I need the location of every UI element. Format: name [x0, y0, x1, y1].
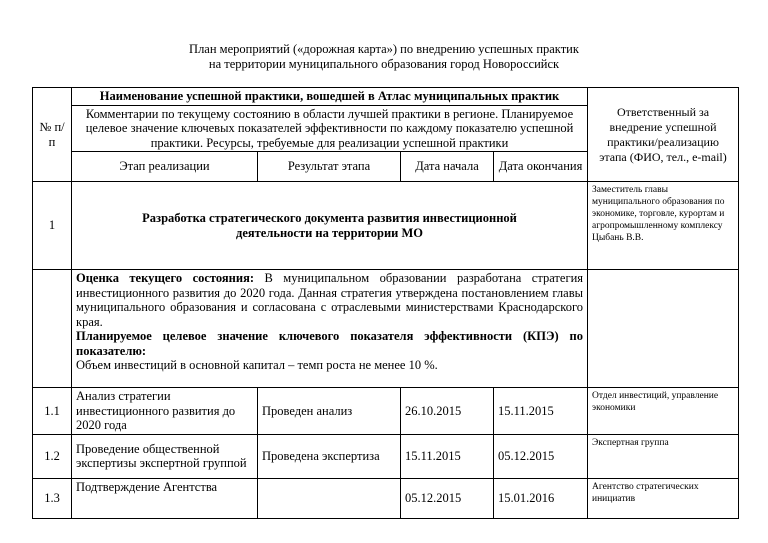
header-comments: Комментарии по текущему состоянию в области лучшей практики в регионе. Планируемое целевое значение ключевых показателей эффективности по каждому показателю успешной практики. Ресурсы, требуемые для реализации успешной практики — [72, 105, 588, 152]
table-row — [33, 434, 739, 478]
row-responsible: Отдел инвестиций, управление экономики — [588, 388, 739, 435]
row-result: Проведен анализ — [258, 388, 401, 435]
table-row — [33, 478, 739, 518]
assessment-text — [72, 270, 588, 388]
row-end-date: 15.01.2016 — [494, 478, 588, 518]
table-row — [33, 388, 739, 435]
row-num: 1.3 — [33, 478, 72, 518]
header-practice-name: Наименование успешной практики, вошедшей в Атлас муниципальных практик — [72, 88, 588, 106]
row-num: 1.1 — [33, 388, 72, 435]
assessment-responsible-empty — [588, 270, 739, 388]
assessment-kpi-text: Объем инвестиций в основной капитал – темп роста не менее 10 %. — [76, 358, 438, 372]
row-start-date: 05.12.2015 — [401, 478, 494, 518]
row-start-date: 26.10.2015 — [401, 388, 494, 435]
row-result — [258, 478, 401, 518]
header-responsible: Ответственный за внедрение успешной практики/реализацию этапа (ФИО, тел., e-mail) — [588, 88, 739, 182]
assessment-label-kpi: Планируемое целевое значение ключевого показателя эффективности (КПЭ) по показателю: — [76, 329, 584, 358]
row-stage: Проведение общественной экспертизы экспертной группой — [72, 434, 258, 478]
assessment-row — [33, 270, 739, 388]
row-stage: Подтверждение Агентства — [72, 478, 258, 518]
row-end-date: 15.11.2015 — [494, 388, 588, 435]
assessment-label-current: Оценка текущего состояния: — [76, 271, 254, 285]
assessment-current-text: В муниципальном образовании разработана стратегия инвестиционного развития до 2020 года. Данная стратегия утверждена постановлением главы муниципального образования и согласована с отраслевыми министерствами Краснодарского края. — [76, 271, 584, 329]
row-num: 1.2 — [33, 434, 72, 478]
row-start-date: 15.11.2015 — [401, 434, 494, 478]
section-title — [72, 182, 588, 270]
header-num: № п/п — [33, 88, 72, 182]
roadmap-table — [32, 87, 739, 519]
section-num: 1 — [33, 182, 72, 270]
document-title — [0, 42, 768, 72]
header-end-date: Дата окончания — [494, 152, 588, 182]
section-row — [33, 182, 739, 270]
title-line-2: на территории муниципального образования город Новороссийск — [208, 57, 560, 71]
row-responsible: Агентство стратегических инициатив — [588, 478, 739, 518]
section-responsible: Заместитель главы муниципального образования по экономике, торговле, курортам и агропромышленному комплексу Цыбань В.В. — [588, 182, 739, 270]
header-stage: Этап реализации — [72, 152, 258, 182]
title-line-1: План мероприятий («дорожная карта») по внедрению успешных практик — [189, 42, 579, 56]
header-start-date: Дата начала — [401, 152, 494, 182]
row-end-date: 05.12.2015 — [494, 434, 588, 478]
section-title-text: Разработка стратегического документа развития инвестиционной деятельности на территории МО — [142, 211, 517, 240]
assessment-num-empty — [33, 270, 72, 388]
row-stage: Анализ стратегии инвестиционного развития до 2020 года — [72, 388, 258, 435]
row-result: Проведена экспертиза — [258, 434, 401, 478]
header-result: Результат этапа — [258, 152, 401, 182]
row-responsible: Экспертная группа — [588, 434, 739, 478]
